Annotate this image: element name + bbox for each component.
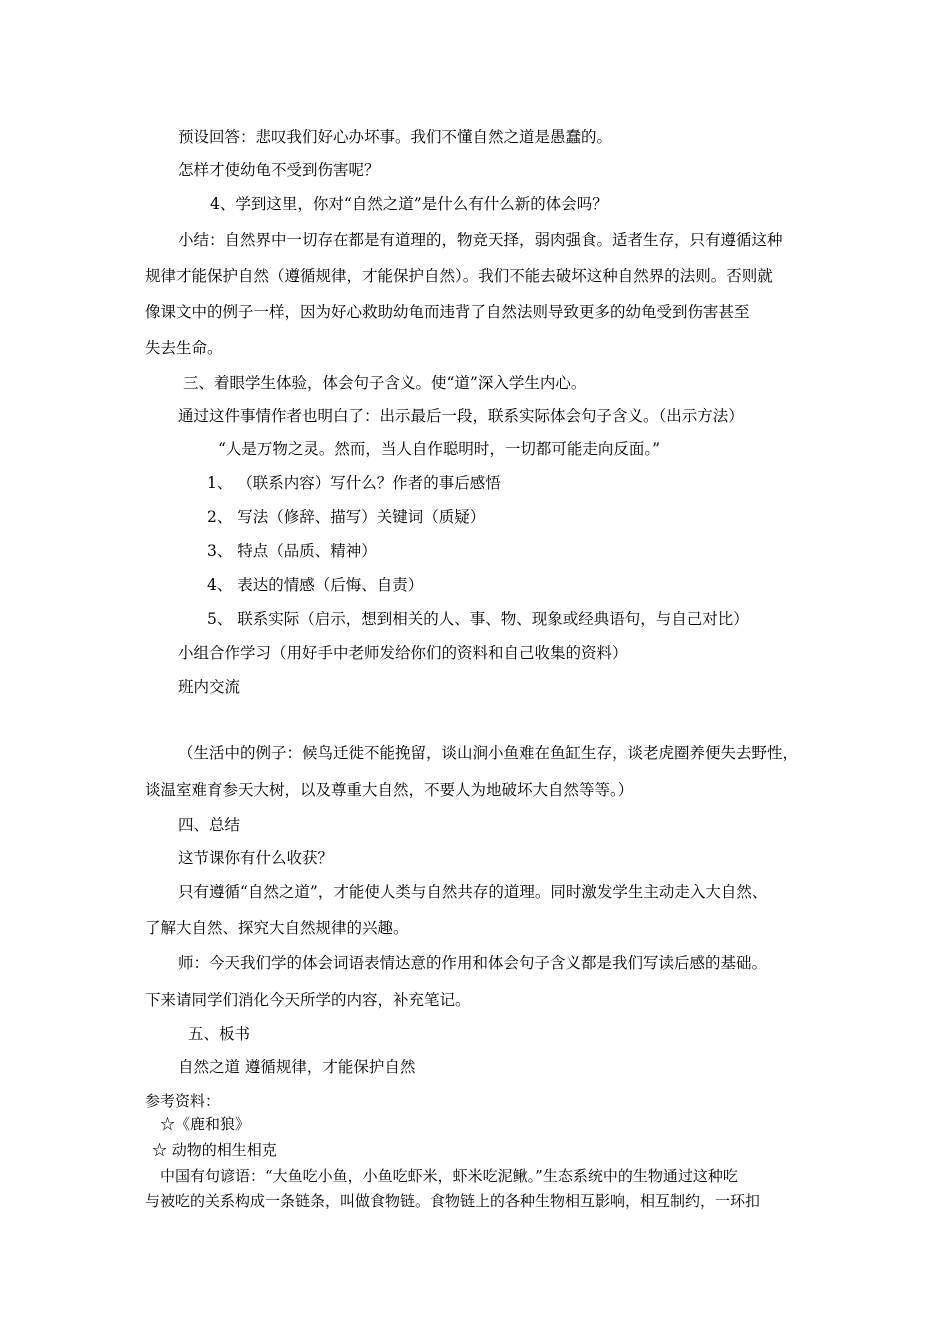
- text-line-question: 怎样才使幼龟不受到伤害呢？: [178, 161, 380, 179]
- list-item-3: 3、 特点（品质、精神）: [207, 542, 377, 560]
- text-line-method: 通过这件事情作者也明白了：出示最后一段，联系实际体会句子含义。（出示方法）: [178, 407, 744, 425]
- section-heading-5: 五、板书: [188, 1025, 251, 1043]
- reference-item-2: ☆ 动物的相生相克: [152, 1141, 277, 1159]
- list-item-1: 1、 （联系内容）写什么？作者的事后感悟: [207, 474, 501, 492]
- text-line-conclusion-1: 只有遵循“自然之道”，才能使人类与自然共存的道理。同时激发学生主动走入大自然、: [178, 883, 768, 901]
- text-line-summary-1: 小结：自然界中一切存在都是有道理的，物竞天择，弱肉强食。适者生存，只有遵循这种: [178, 231, 783, 249]
- reference-item-1: ☆《鹿和狼》: [160, 1115, 251, 1133]
- list-item-5: 5、 联系实际（启示，想到相关的人、事、物、现象或经典语句，与自己对比）: [207, 610, 749, 628]
- text-line-summary-3: 像课文中的例子一样，因为好心救助幼龟而违背了自然法则导致更多的幼龟受到伤害甚至: [145, 303, 750, 321]
- text-line-summary-2: 规律才能保护自然（遵循规律，才能保护自然）。我们不能去破坏这种自然界的法则。否则就: [145, 267, 773, 285]
- text-line-teacher-2: 下来请同学们消化今天所学的内容，补充笔记。: [145, 991, 471, 1009]
- text-line-conclusion-2: 了解大自然、探究大自然规律的兴趣。: [145, 919, 409, 937]
- section-heading-3: 三、着眼学生体验，体会句子含义。使“道”深入学生内心。: [183, 374, 587, 392]
- quote-line: “人是万物之灵。然而，当人自作聪明时，一切都可能走向反面。”: [218, 440, 661, 458]
- reference-text-2: 与被吃的关系构成一条链条，叫做食物链。食物链上的各种生物相互影响，相互制约，一环扣: [145, 1192, 761, 1210]
- text-line-class-exchange: 班内交流: [178, 678, 241, 696]
- text-line-summary-4: 失去生命。: [145, 339, 223, 357]
- text-line-harvest: 这节课你有什么收获？: [178, 849, 334, 867]
- text-line-preset-answer: 预设回答：悲叹我们好心办坏事。我们不懂自然之道是愚蠢的。: [178, 128, 613, 146]
- reference-heading: 参考资料：: [145, 1092, 221, 1110]
- text-line-group-study: 小组合作学习（用好手中老师发给你们的资料和自己收集的资料）: [178, 644, 628, 662]
- reference-text-1: 中国有句谚语：“大鱼吃小鱼，小鱼吃虾米，虾米吃泥鳅。”生态系统中的生物通过这种吃: [160, 1167, 738, 1185]
- section-heading-4: 四、总结: [178, 816, 241, 834]
- text-line-item-4: 4、学到这里，你对“自然之道”是什么有什么新的体会吗？: [210, 195, 608, 213]
- list-item-2: 2、 写法（修辞、描写）关键词（质疑）: [207, 508, 486, 526]
- text-line-examples-1: （生活中的例子：候鸟迁徙不能挽留，谈山涧小鱼难在鱼缸生存，谈老虎圈养便失去野性，: [178, 744, 799, 762]
- text-line-examples-2: 谈温室难育参天大树，以及尊重大自然，不要人为地破坏大自然等等。）: [145, 781, 634, 799]
- list-item-4: 4、 表达的情感（后悔、自责）: [207, 576, 424, 594]
- text-line-teacher-1: 师：今天我们学的体会词语表情达意的作用和体会句子含义都是我们写读后感的基础。: [178, 954, 768, 972]
- text-line-board: 自然之道 遵循规律，才能保护自然: [178, 1058, 416, 1076]
